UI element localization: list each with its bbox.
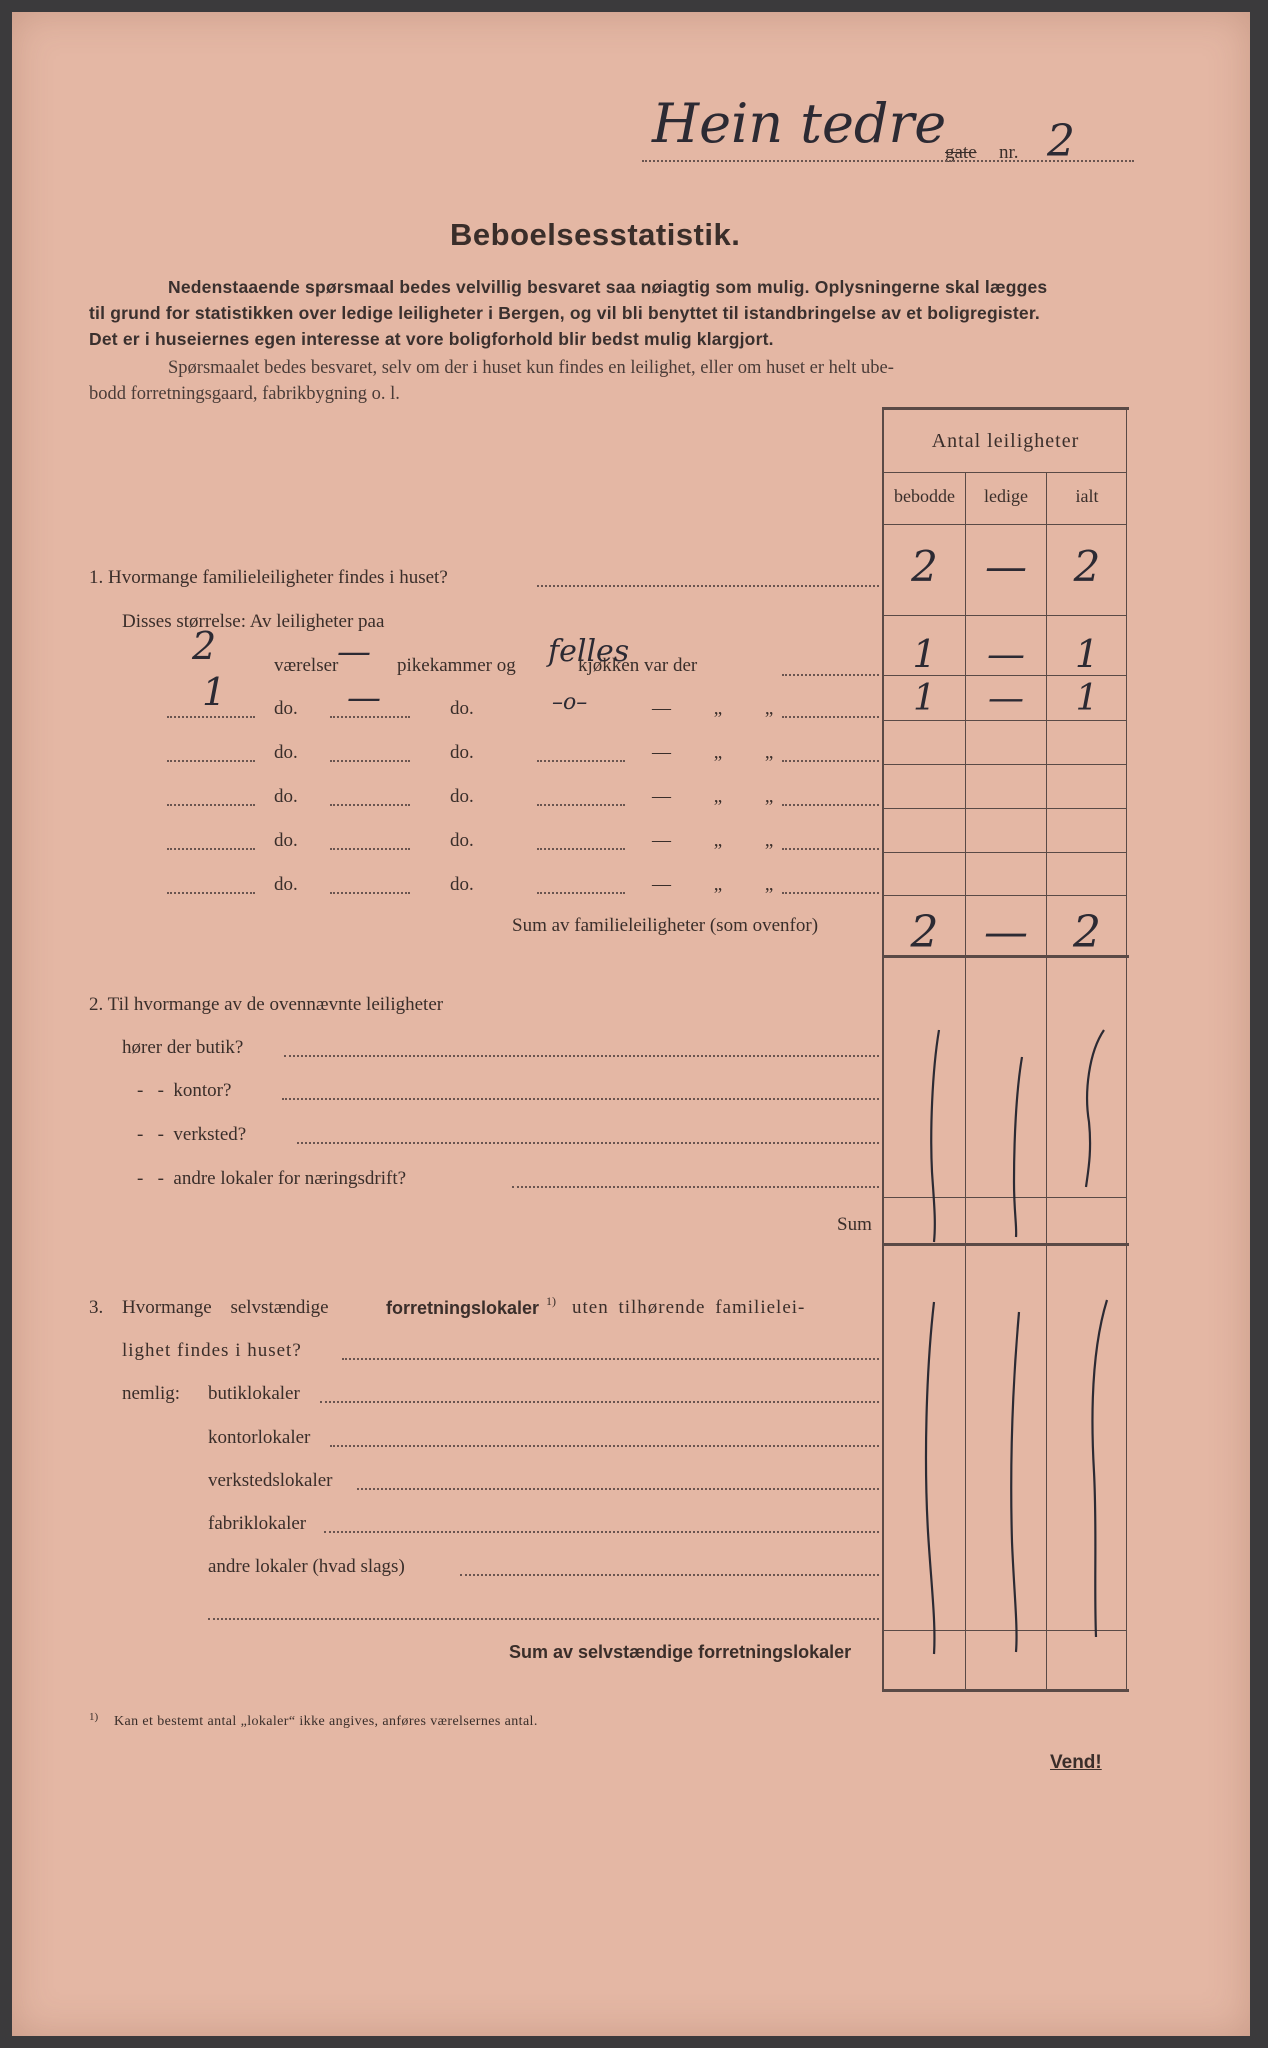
q2-item-kontor: - - kontor? — [137, 1080, 232, 1101]
q3-item-andre-dots — [460, 1574, 879, 1576]
col-header-ialt: ialt — [1075, 486, 1099, 506]
q2-item-verksted-dots — [297, 1142, 879, 1144]
q1-sum-label: Sum av familieleiligheter (som ovenfor) — [512, 915, 819, 936]
row3-kitchen-label: — „ „ — [652, 742, 774, 763]
q2-item-verksted: - - verksted? — [137, 1124, 247, 1145]
q3-item-butiklokaler-dots — [320, 1401, 879, 1403]
row5-rooms-label: do. — [274, 830, 298, 851]
row1-dots — [782, 674, 879, 676]
nr-handwritten: 2 — [1047, 116, 1075, 167]
row2-rooms-dots — [167, 716, 255, 718]
q2-item-butik-dots — [284, 1055, 879, 1057]
street-handwritten: Hein tedre — [652, 92, 947, 155]
intro-line-3: Det er i huseiernes egen interesse at vore boligforhold blir bedst mulig klargjort. — [89, 329, 774, 349]
row5-kitchen-label: — „ „ — [652, 830, 774, 851]
q1-answer-bebodde: 2 — [911, 542, 938, 591]
q1-text: 1. Hvormange familieleiligheter findes i huset? — [89, 567, 448, 588]
q2-sum-label: Sum — [837, 1214, 872, 1235]
q2-line1: 2. Til hvormange av de ovennævnte leiligheter — [89, 994, 444, 1015]
row-line — [884, 895, 1127, 896]
row4-rooms-dots — [167, 804, 255, 806]
page-title: Beboelsesstatistik. — [450, 217, 741, 252]
row1-pike-label: pikekammer og — [397, 655, 516, 676]
row3-dots — [782, 760, 879, 762]
row5-dots — [782, 848, 879, 850]
row-line — [884, 615, 1127, 616]
q3-item-fabriklokaler: fabriklokaler — [208, 1513, 307, 1534]
row4-kitchen-label: — „ „ — [652, 786, 774, 807]
form-sheet — [12, 12, 1250, 2036]
row4-kitchen-dots — [537, 804, 625, 806]
row6-dots — [782, 892, 879, 894]
q3-line1-sup: 1) — [546, 1294, 556, 1308]
row1-answer-ialt: 1 — [1074, 632, 1100, 676]
vend-label: Vend! — [1050, 1752, 1102, 1773]
row-line — [884, 808, 1127, 809]
row3-rooms-dots — [167, 760, 255, 762]
q3-item-fabriklokaler-dots — [324, 1531, 879, 1533]
header-bottom-line — [884, 524, 1127, 525]
row1-answer-bebodde: 1 — [912, 632, 937, 676]
q2-answer-strokes — [884, 1012, 1127, 1252]
row2-answer-ledige: — — [988, 678, 1024, 719]
row4-dots — [782, 804, 879, 806]
row6-rooms-dots — [167, 892, 255, 894]
row3-rooms-label: do. — [274, 742, 298, 763]
q3-line2-dots — [342, 1358, 879, 1360]
row3-kitchen-dots — [537, 760, 625, 762]
row2-kitchen-label: — „ „ — [652, 698, 774, 719]
row-line-thick — [884, 1689, 1129, 1692]
q2-item-butik: hører der butik? — [122, 1037, 244, 1058]
intro-line-5: bodd forretningsgaard, fabrikbygning o. l. — [89, 384, 400, 404]
row5-pike-label: do. — [450, 830, 474, 851]
row2-rooms: 1 — [202, 670, 227, 714]
q3-line2: lighet findes i huset? — [122, 1340, 302, 1361]
q3-nemlig: nemlig: — [122, 1383, 181, 1404]
q3-answer-strokes — [884, 1282, 1127, 1662]
q2-item-andre-dots — [512, 1186, 879, 1188]
row1-answer-ledige: — — [987, 632, 1025, 676]
row2-pike-dots — [330, 716, 410, 718]
q3-extra-dots — [208, 1618, 879, 1620]
row4-rooms-label: do. — [274, 786, 298, 807]
row2-pike-label: do. — [450, 698, 474, 719]
intro-line-2: til grund for statistikken over ledige leiligheter i Bergen, og vil bli benyttet til istandbringelse av et boligregister. — [89, 303, 1040, 323]
intro-line-1: Nedenstaaende spørsmaal bedes velvillig besvaret saa nøiagtig som mulig. Oplysningerne skal lægges — [168, 277, 1048, 297]
q2-item-andre: - - andre lokaler for næringsdrift? — [137, 1168, 407, 1189]
street-word-struck: gate — [945, 142, 977, 163]
q3-sum-label: Sum av selvstændige forretningslokaler — [509, 1642, 852, 1662]
street-dotted-line — [642, 160, 1134, 162]
row1-kitchen-label: kjøkken var der — [578, 655, 698, 676]
row-line — [884, 720, 1127, 721]
q3-item-verkstedslokaler-dots — [357, 1488, 879, 1490]
row2-answer-bebodde: 1 — [913, 678, 936, 719]
q3-item-kontorlokaler: kontorlokaler — [208, 1427, 311, 1448]
q3-line1-c: uten tilhørende familielei- — [572, 1297, 806, 1318]
row-line — [884, 852, 1127, 853]
row2-kitchen: –o– — [552, 690, 588, 715]
col-header-bebodde: bebodde — [894, 486, 955, 506]
row5-pike-dots — [330, 848, 410, 850]
row1-rooms: 2 — [192, 624, 217, 668]
row1-rooms-label: værelser — [274, 655, 339, 676]
q1-sum-bebodde: 2 — [910, 907, 939, 958]
row2-answer-ialt: 1 — [1075, 678, 1099, 719]
q1-dots — [537, 585, 879, 587]
row5-kitchen-dots — [537, 848, 625, 850]
row6-pike-label: do. — [450, 874, 474, 895]
row3-pike-dots — [330, 760, 410, 762]
q2-item-kontor-dots — [282, 1098, 879, 1100]
row2-dots — [782, 716, 879, 718]
intro-line-4: Spørsmaalet bedes besvaret, selv om der i huset kun findes en leilighet, eller om huset er helt ube- — [168, 358, 894, 378]
q3-item-verkstedslokaler: verkstedslokaler — [208, 1470, 333, 1491]
footnote-mark: 1) — [89, 1711, 99, 1723]
q1-answer-ialt: 2 — [1073, 542, 1101, 591]
q1-sum-ialt: 2 — [1073, 907, 1101, 958]
q1-sum-ledige: — — [984, 907, 1028, 958]
row4-pike-label: do. — [450, 786, 474, 807]
sizes-label: Disses størrelse: Av leiligheter paa — [122, 611, 385, 632]
row5-rooms-dots — [167, 848, 255, 850]
row6-kitchen-label: — „ „ — [652, 874, 774, 895]
q3-item-andre: andre lokaler (hvad slags) — [208, 1556, 405, 1577]
table-group-header: Antal leiligheter — [931, 430, 1080, 452]
row4-pike-dots — [330, 804, 410, 806]
row2-rooms-label: do. — [274, 698, 298, 719]
row6-rooms-label: do. — [274, 874, 298, 895]
row1-kitchen: felles — [548, 634, 630, 669]
q3-item-kontorlokaler-dots — [330, 1445, 879, 1447]
q3-line1-b: forretningslokaler — [386, 1298, 540, 1318]
q3-line1-a: 3. Hvormange selvstændige — [89, 1297, 329, 1318]
row6-pike-dots — [330, 892, 410, 894]
row2-pike: — — [347, 678, 381, 718]
footnote-text: Kan et bestemt antal „lokaler“ ikke angives, anføres værelsernes antal. — [114, 1714, 538, 1729]
col-header-ledige: ledige — [984, 486, 1028, 506]
table-top-line — [884, 407, 1129, 410]
header-mid-line — [884, 472, 1127, 473]
row1-pike: — — [337, 632, 371, 672]
row6-kitchen-dots — [537, 892, 625, 894]
nr-label: nr. — [999, 142, 1019, 163]
q1-answer-ledige: — — [985, 542, 1027, 591]
row-line — [884, 764, 1127, 765]
q3-item-butiklokaler: butiklokaler — [208, 1383, 300, 1404]
row3-pike-label: do. — [450, 742, 474, 763]
